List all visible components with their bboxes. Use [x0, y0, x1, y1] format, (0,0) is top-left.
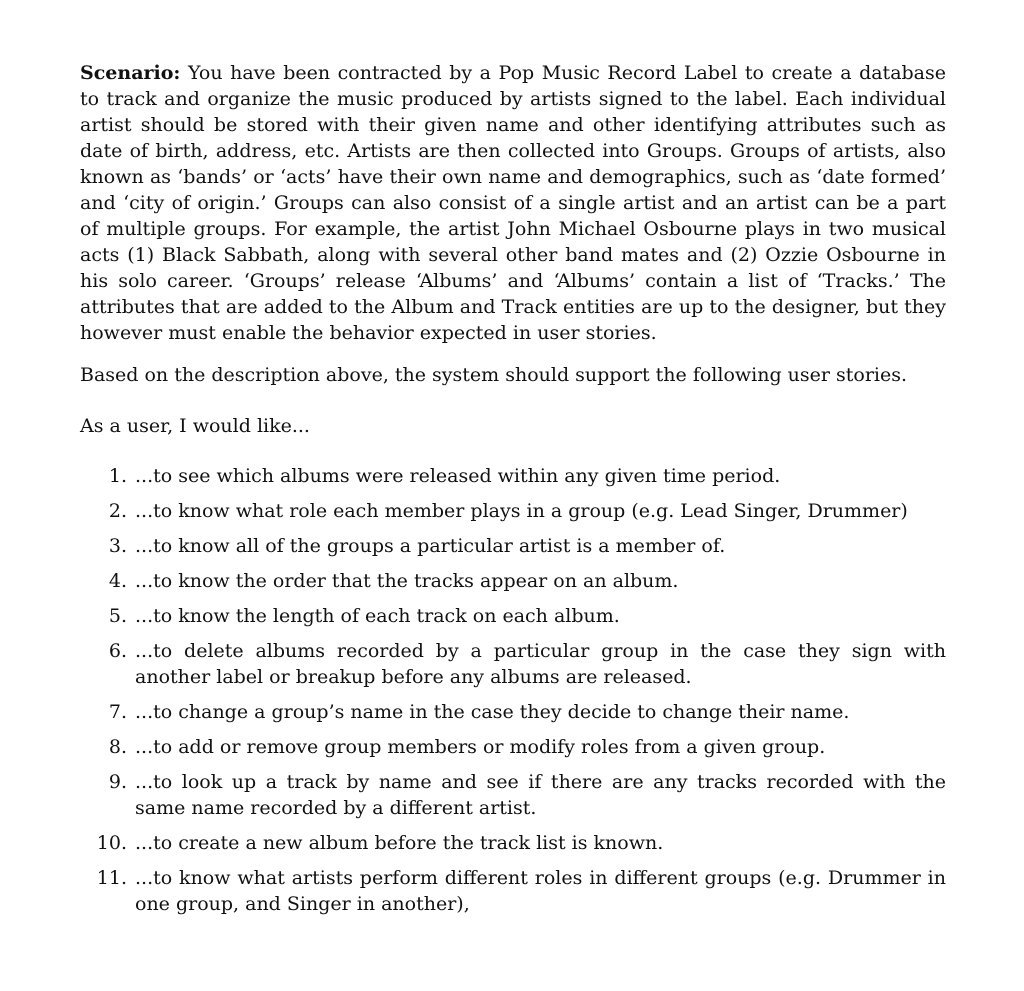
based-on-sentence: Based on the description above, the system should support the following user stories. — [80, 364, 908, 386]
list-item — [80, 498, 946, 524]
story-number: 2. — [108, 500, 127, 522]
story-number: 10. — [96, 832, 127, 854]
story-text: ...to know all of the groups a particular artist is a member of. — [135, 535, 726, 557]
scenario-text: You have been contracted by a Pop Music Record Label to create a database to track and organize the music produced by artists signed to the label. Each individual artist should be stored with their given name and other identifying attributes such as date of birth, address, etc. Artists are then collected into Groups. Groups of artists, also known as ‘bands’ or ‘acts’ have their own name and demographics, such as ‘date formed’ and ‘city of origin.’ Groups can also consist of a single artist and an artist can be a part of multiple groups. For example, the artist John Michael Osbourne plays in two musical acts (1) Black Sabbath, along with several other band mates and (2) Ozzie Osbourne in his solo career. ‘Groups’ release ‘Albums’ and ‘Albums’ contain a list of ‘Tracks.’ The attributes that are added to the Album and Track entities are up to the designer, but they however must enable the behavior expected in user stories. — [80, 62, 947, 344]
story-number: 7. — [108, 701, 127, 723]
story-number: 3. — [108, 535, 127, 557]
story-number: 11. — [96, 867, 127, 889]
story-text: ...to see which albums were released within any given time period. — [135, 465, 781, 487]
scenario-paragraph — [80, 60, 946, 346]
list-item — [80, 699, 946, 725]
list-item — [80, 734, 946, 760]
list-item — [80, 533, 946, 559]
story-text: ...to know the length of each track on each album. — [135, 605, 620, 627]
story-number: 5. — [108, 605, 127, 627]
story-number: 8. — [108, 736, 127, 758]
story-text: ...to create a new album before the track list is known. — [135, 832, 664, 854]
story-number: 1. — [108, 465, 127, 487]
as-user-intro: As a user, I would like... — [80, 415, 310, 437]
document-page — [80, 60, 946, 926]
story-text: ...to know what artists perform different roles in different groups (e.g. Drummer in one group, and Singer in another), — [135, 867, 946, 915]
list-item — [80, 638, 946, 690]
story-number: 6. — [108, 640, 127, 662]
story-text: ...to know the order that the tracks appear on an album. — [135, 570, 679, 592]
list-item — [80, 865, 946, 917]
list-item — [80, 463, 946, 489]
scenario-label: Scenario: — [80, 62, 181, 84]
list-item — [80, 603, 946, 629]
story-text: ...to know what role each member plays in a group (e.g. Lead Singer, Drummer) — [135, 500, 908, 522]
story-number: 9. — [108, 771, 127, 793]
list-item — [80, 769, 946, 821]
list-item — [80, 568, 946, 594]
list-item — [80, 830, 946, 856]
user-stories-list — [80, 463, 946, 917]
story-number: 4. — [108, 570, 127, 592]
story-text: ...to add or remove group members or modify roles from a given group. — [135, 736, 826, 758]
story-text: ...to change a group’s name in the case they decide to change their name. — [135, 701, 850, 723]
story-text: ...to look up a track by name and see if there are any tracks recorded with the same name recorded by a different artist. — [135, 771, 946, 819]
story-text: ...to delete albums recorded by a particular group in the case they sign with another label or breakup before any albums are released. — [135, 640, 946, 688]
